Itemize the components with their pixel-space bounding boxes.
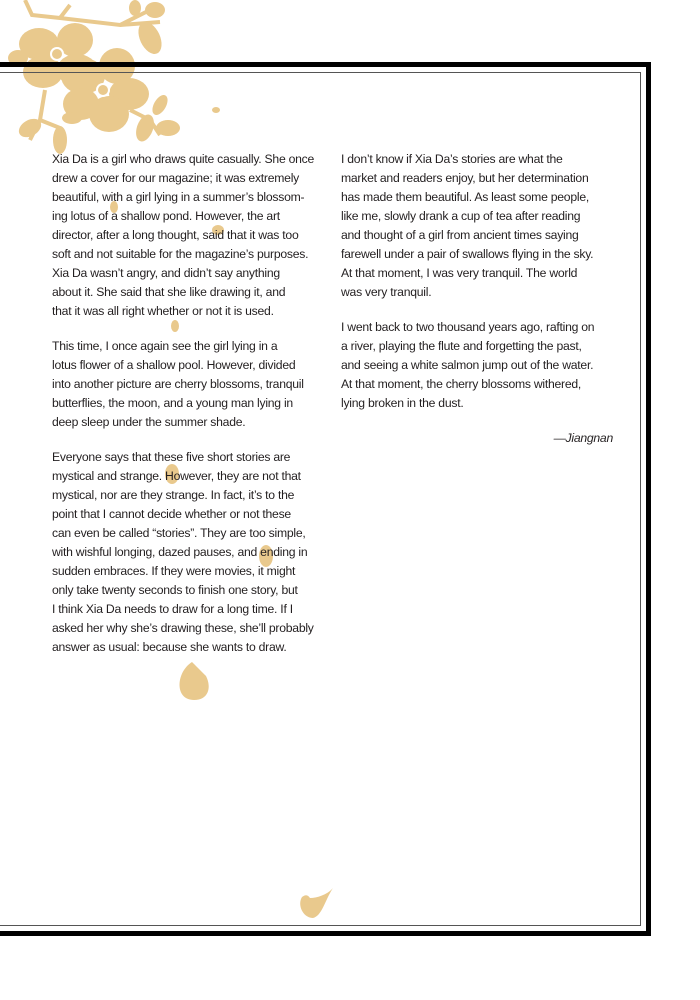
text-line: can even be called “stories”. They are too simple, (52, 526, 306, 540)
text-line: deep sleep under the summer shade. (52, 415, 246, 429)
paragraph (52, 337, 337, 432)
text-line: lying broken in the dust. (341, 396, 464, 410)
text-line: soft and not suitable for the magazine’s purposes. (52, 247, 309, 261)
paragraph (52, 150, 337, 321)
text-line: has made them beautiful. As least some people, (341, 190, 589, 204)
text-line: lotus flower of a shallow pool. However, divided (52, 358, 296, 372)
paragraph (52, 448, 337, 657)
text-line: point that I cannot decide whether or not these (52, 507, 291, 521)
text-line: about it. She said that she like drawing it, and (52, 285, 286, 299)
paragraph (341, 150, 613, 302)
right-text-column (341, 150, 613, 448)
text-line: beautiful, with a girl lying in a summer’s blossom- (52, 190, 305, 204)
text-line: director, after a long thought, said that it was too (52, 228, 299, 242)
text-line: and thought of a girl from ancient times saying (341, 228, 579, 242)
text-line: asked her why she’s drawing these, she’ll probably (52, 621, 314, 635)
text-line: butterflies, the moon, and a young man lying in (52, 396, 293, 410)
text-line: I went back to two thousand years ago, rafting on (341, 320, 595, 334)
text-line: Everyone says that these five short stories are (52, 450, 291, 464)
text-line: At that moment, I was very tranquil. The world (341, 266, 578, 280)
text-line: with wishful longing, dazed pauses, and ending in (52, 545, 308, 559)
text-line: drew a cover for our magazine; it was extremely (52, 171, 299, 185)
text-line: into another picture are cherry blossoms, tranquil (52, 377, 304, 391)
text-line: Xia Da is a girl who draws quite casually. She once (52, 152, 315, 166)
text-line: market and readers enjoy, but her determination (341, 171, 589, 185)
author-signature: —Jiangnan (553, 431, 613, 445)
text-line: Xia Da wasn’t angry, and didn’t say anything (52, 266, 280, 280)
inner-frame-top (0, 72, 641, 73)
inner-frame-bottom (0, 925, 641, 926)
page-frame-top (0, 62, 651, 67)
text-line: I don’t know if Xia Da’s stories are what the (341, 152, 563, 166)
text-line: I think Xia Da needs to draw for a long time. If I (52, 602, 293, 616)
left-text-column (52, 150, 337, 673)
text-line: was very tranquil. (341, 285, 432, 299)
text-line: At that moment, the cherry blossoms withered, (341, 377, 582, 391)
text-line: that it was all right whether or not it is used. (52, 304, 274, 318)
page-frame-bottom (0, 931, 651, 936)
text-line: a river, playing the flute and forgetting the past, (341, 339, 582, 353)
inner-frame-right (640, 72, 641, 926)
text-line: ing lotus of a shallow pond. However, the art (52, 209, 280, 223)
text-line: This time, I once again see the girl lying in a (52, 339, 278, 353)
petal-icon (300, 888, 333, 918)
petal-icon (212, 107, 220, 113)
text-line: mystical and strange. However, they are not that (52, 469, 301, 483)
text-line: sudden embraces. If they were movies, it might (52, 564, 296, 578)
text-line: mystical, nor are they strange. In fact, it’s to the (52, 488, 295, 502)
paragraph (341, 318, 613, 413)
text-line: answer as usual: because she wants to draw. (52, 640, 287, 654)
page-frame-right (646, 62, 651, 936)
text-line: only take twenty seconds to finish one story, but (52, 583, 298, 597)
text-line: farewell under a pair of swallows flying in the sky. (341, 247, 594, 261)
text-line: and seeing a white salmon jump out of the water. (341, 358, 594, 372)
text-line: like me, slowly drank a cup of tea after reading (341, 209, 581, 223)
